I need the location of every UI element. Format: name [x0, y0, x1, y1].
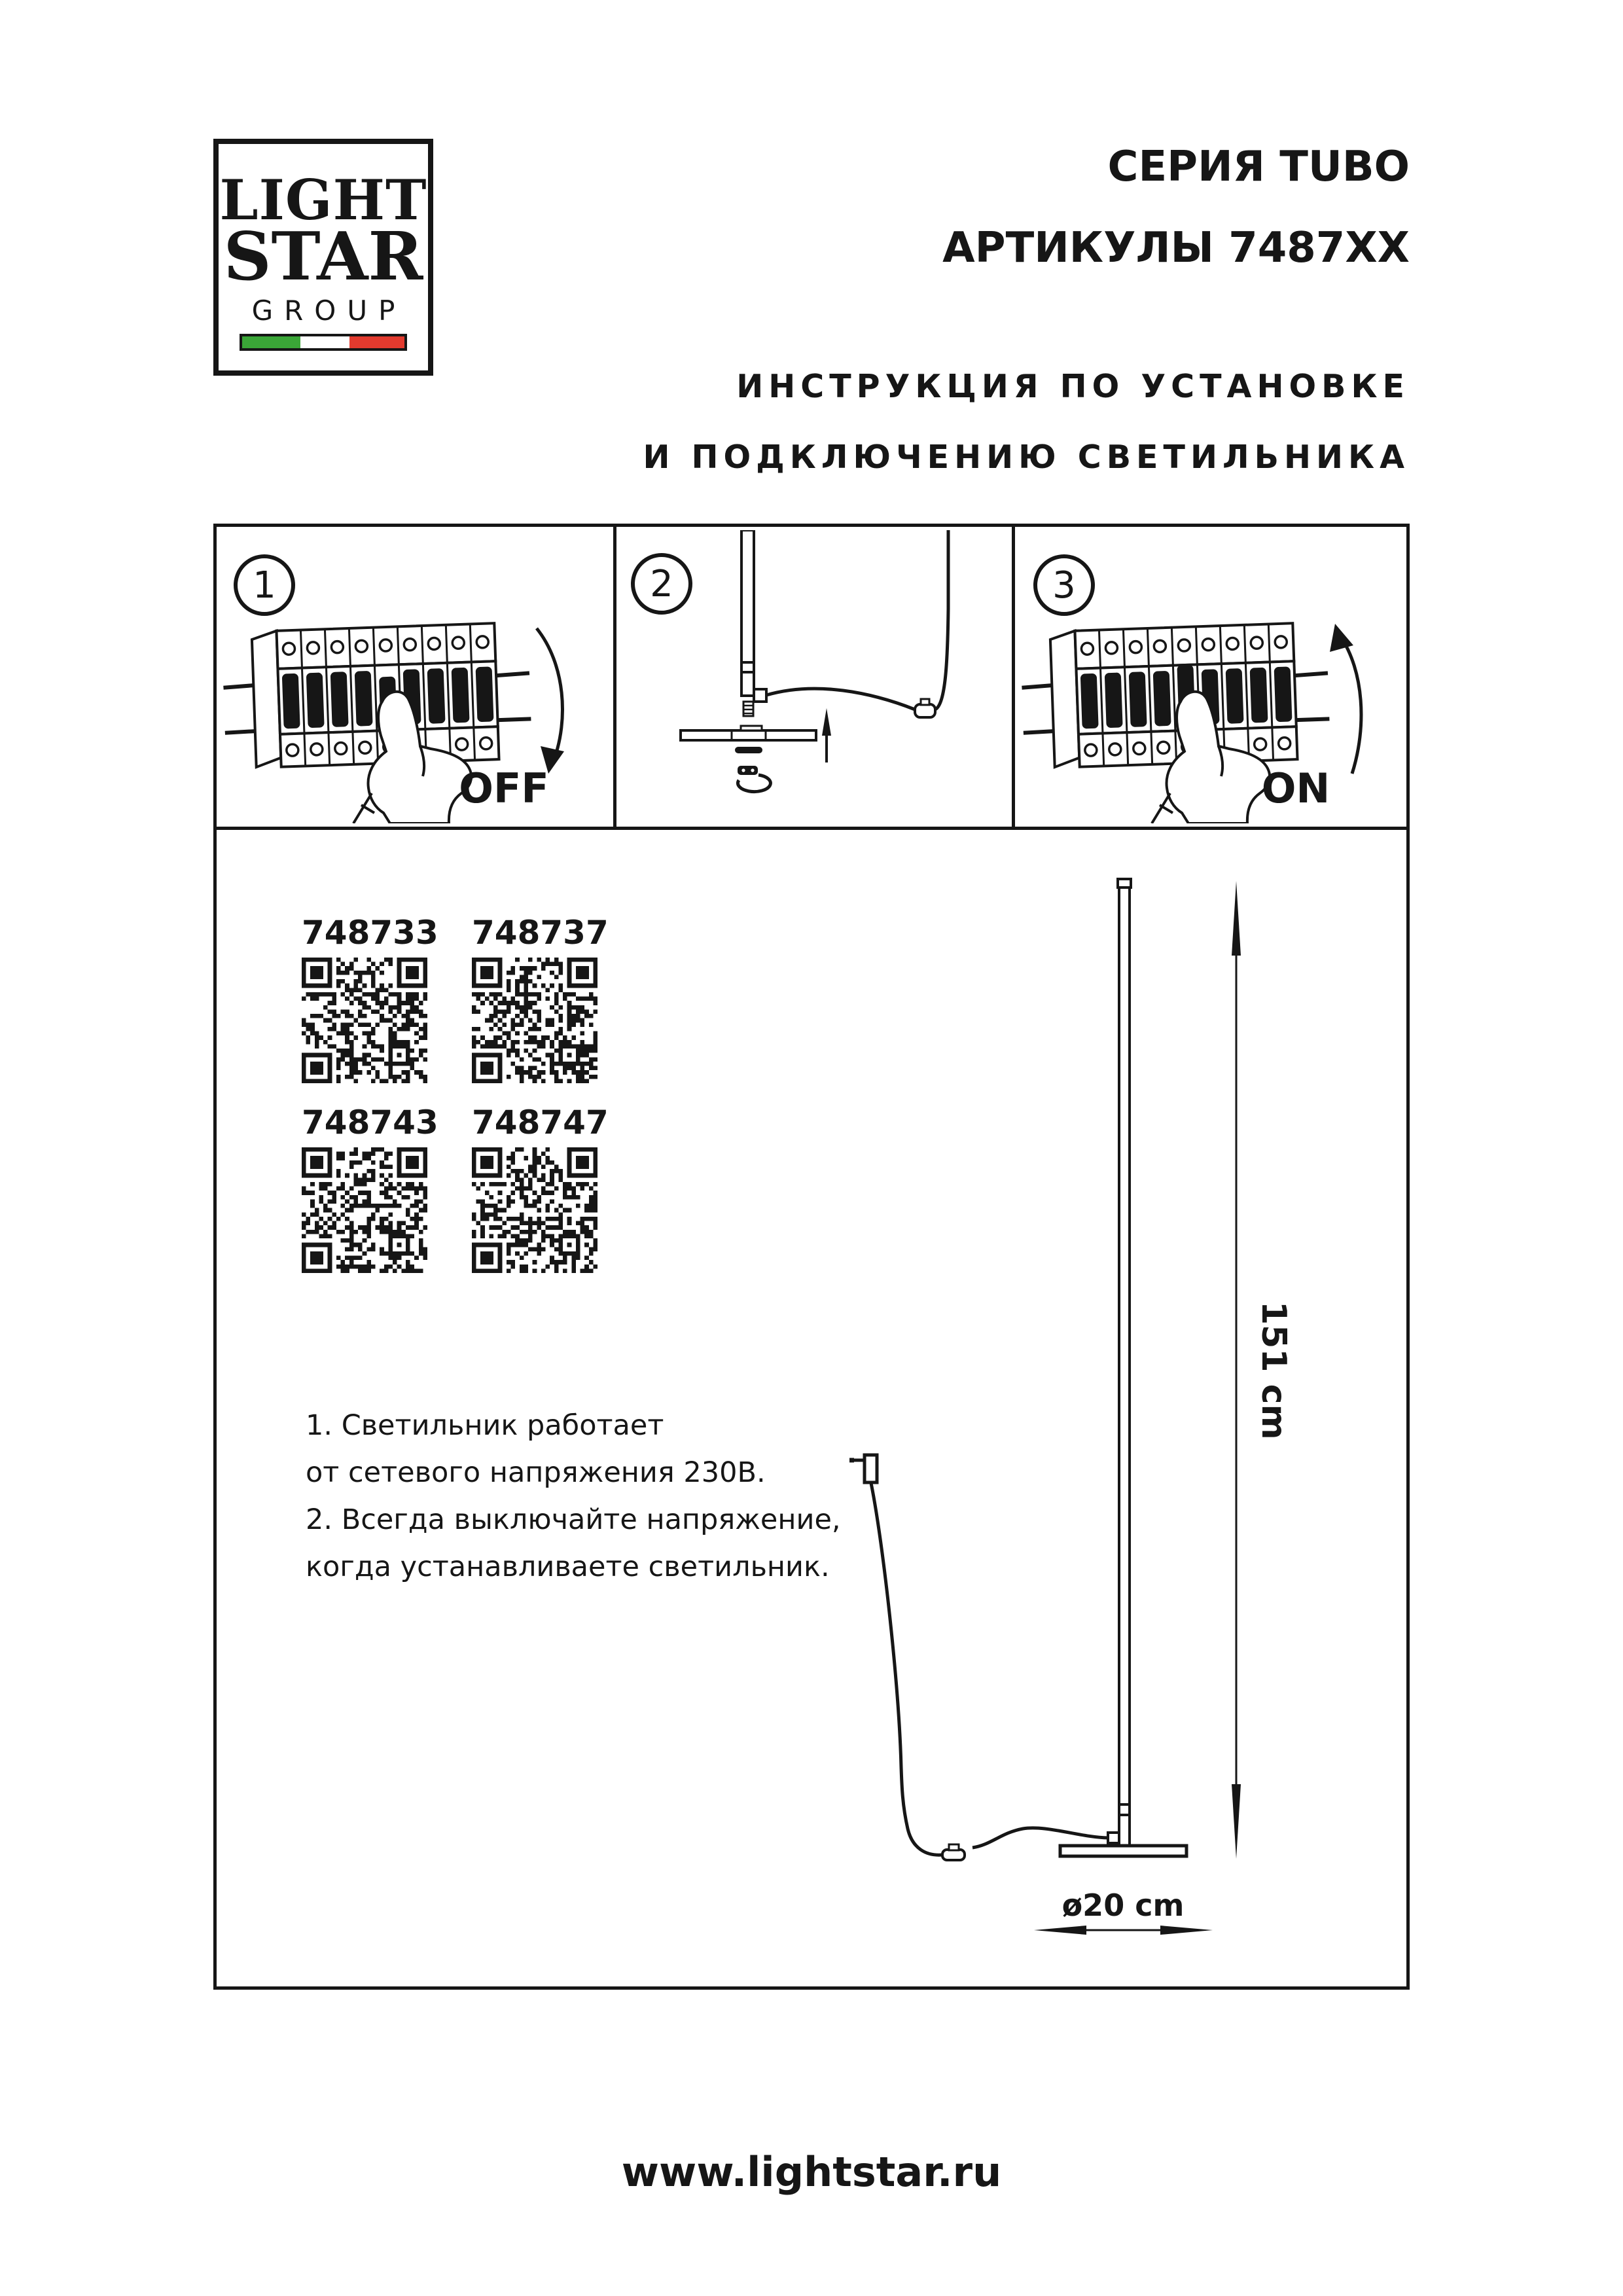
step-1-number: 1: [253, 564, 276, 607]
qr-code-image-3: [302, 1147, 427, 1273]
articles-title: АРТИКУЛЫ 7487XX: [942, 224, 1410, 272]
logo-group-text: GROUP: [251, 295, 406, 327]
note-line: 1. Светильник работает: [306, 1409, 664, 1442]
height-dimension-label: 151 cm: [1254, 1301, 1293, 1440]
italy-flag-icon: [240, 334, 407, 351]
qr-code-image-4: [472, 1147, 597, 1273]
instruction-title-line1: ИНСТРУКЦИЯ ПО УСТАНОВКЕ: [736, 368, 1410, 405]
logo-light-text: LIGHT: [219, 168, 427, 232]
step-3-number: 3: [1052, 564, 1076, 607]
safety-notes: [306, 1402, 841, 1590]
panel-divider-1: [613, 524, 616, 827]
off-label: OFF: [459, 764, 549, 812]
flag-red-segment: [349, 336, 404, 348]
flag-white-segment: [300, 336, 349, 348]
website-url: www.lightstar.ru: [621, 2148, 1002, 2196]
note-line: от сетевого напряжения 230В.: [306, 1456, 766, 1489]
qr-article-748737: 748737: [472, 914, 609, 952]
qr-code-image-1: [302, 958, 427, 1083]
note-line: когда устанавливаете светильник.: [306, 1551, 830, 1583]
panel-divider-2: [1012, 524, 1015, 827]
qr-article-748733: 748733: [302, 914, 438, 952]
logo-star-text: STAR: [223, 217, 423, 295]
step-2-number: 2: [650, 562, 673, 605]
qr-article-748743: 748743: [302, 1103, 438, 1141]
instruction-title-line2: И ПОДКЛЮЧЕНИЮ СВЕТИЛЬНИКА: [643, 439, 1410, 476]
on-label: ON: [1261, 764, 1330, 812]
floor-lamp-illustration: [844, 870, 1302, 1957]
lightstar-logo: [213, 139, 433, 376]
series-title: СЕРИЯ TUBO: [1107, 143, 1410, 191]
diameter-dimension-label: ø20 cm: [1061, 1888, 1185, 1923]
note-line: 2. Всегда выключайте напряжение,: [306, 1503, 841, 1536]
lamp-assembly-illustration: [620, 530, 1008, 823]
panel-row-divider: [213, 827, 1410, 830]
qr-code-image-2: [472, 958, 597, 1083]
qr-article-748747: 748747: [472, 1103, 609, 1141]
flag-green-segment: [242, 336, 300, 348]
